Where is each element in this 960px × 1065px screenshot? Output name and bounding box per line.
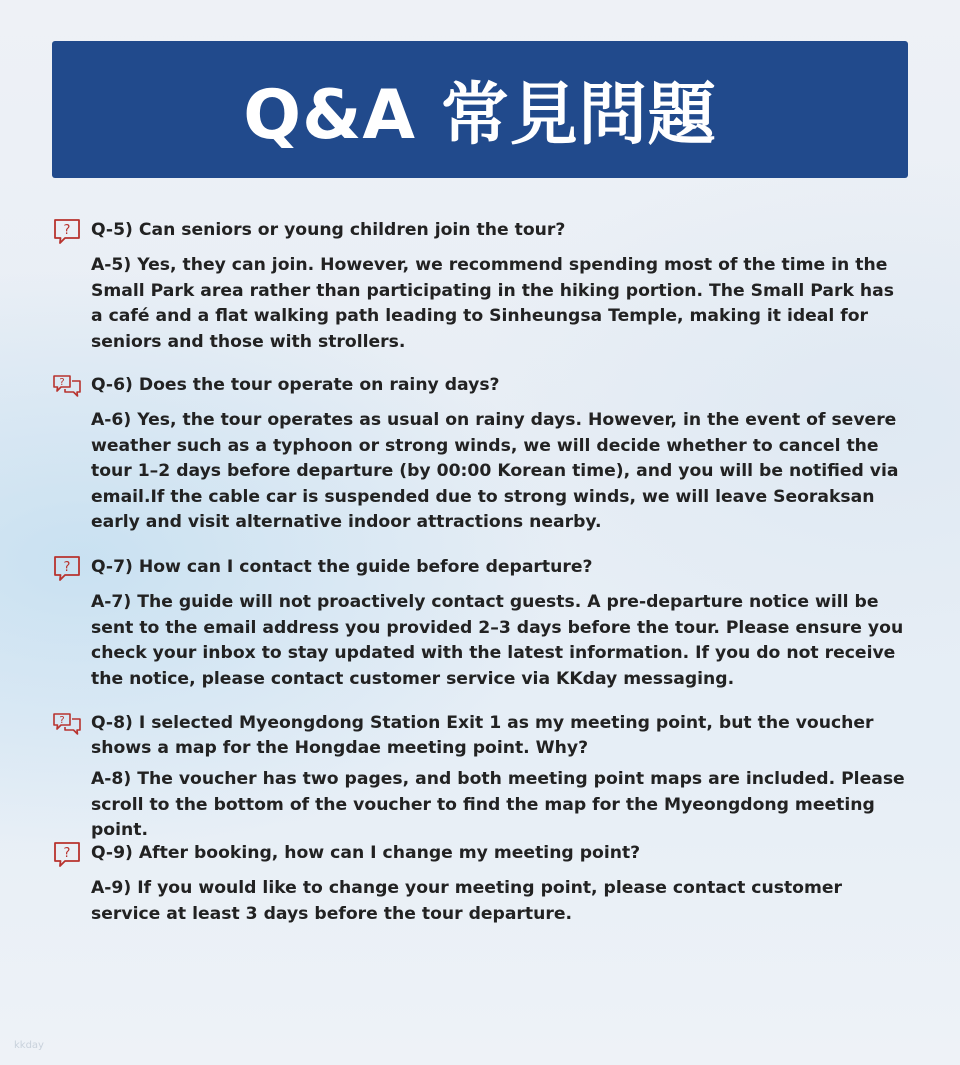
faq-answer: A-6) Yes, the tour operates as usual on rainy days. However, in the event of severe weather such as a typhoon or strong winds, we will decide whether to cancel the tour 1–2 days before departure (by 00:00 Korean time), and you will be notified via email.If the cable car is suspended due to strong winds, we will leave Seoraksan early and visit alternative indoor attractions nearby. bbox=[91, 410, 899, 532]
faq-question: Q-5) Can seniors or young children join the tour? bbox=[91, 220, 566, 240]
watermark: kkday bbox=[14, 1040, 44, 1051]
svg-text:?: ? bbox=[63, 223, 71, 238]
faq-question: Q-7) How can I contact the guide before departure? bbox=[91, 557, 593, 577]
faq-item bbox=[52, 555, 912, 692]
faq-item bbox=[52, 373, 912, 536]
double-chat-bubble-icon bbox=[52, 372, 82, 402]
page-header bbox=[52, 41, 908, 178]
svg-text:?: ? bbox=[59, 377, 65, 388]
faq-answer: A-7) The guide will not proactively contact guests. A pre-departure notice will be sent to the email address you provided 2–3 days before the tour. Please ensure you check your inbox to stay updated with the latest information. If you do not receive the notice, please contact customer service via KKday messaging. bbox=[91, 592, 904, 689]
faq-item bbox=[52, 711, 912, 844]
faq-answer: A-5) Yes, they can join. However, we recommend spending most of the time in the Small Park area rather than participating in the hiking portion. The Small Park has a café and a flat walking path leading to Sinheungsa Temple, making it ideal for seniors and those with strollers. bbox=[91, 255, 894, 352]
double-chat-bubble-icon bbox=[52, 710, 82, 740]
faq-item bbox=[52, 841, 912, 927]
svg-text:?: ? bbox=[59, 715, 65, 726]
page-title: Q&A 常見問題 bbox=[243, 76, 717, 155]
faq-question: Q-6) Does the tour operate on rainy days? bbox=[91, 375, 500, 395]
question-bubble-icon bbox=[52, 217, 82, 247]
faq-answer: A-8) The voucher has two pages, and both meeting point maps are included. Please scroll to the bottom of the voucher to find the map for the Myeongdong meeting point. bbox=[91, 769, 905, 840]
faq-item bbox=[52, 218, 912, 355]
question-bubble-icon bbox=[52, 554, 82, 584]
faq-question: Q-8) I selected Myeongdong Station Exit 1 as my meeting point, but the voucher shows a map for the Hongdae meeting point. Why? bbox=[91, 713, 874, 758]
faq-answer: A-9) If you would like to change your meeting point, please contact customer service at least 3 days before the tour departure. bbox=[91, 878, 843, 924]
faq-question: Q-9) After booking, how can I change my meeting point? bbox=[91, 843, 641, 863]
svg-text:?: ? bbox=[63, 846, 71, 861]
question-bubble-icon bbox=[52, 840, 82, 870]
svg-text:?: ? bbox=[63, 560, 71, 575]
